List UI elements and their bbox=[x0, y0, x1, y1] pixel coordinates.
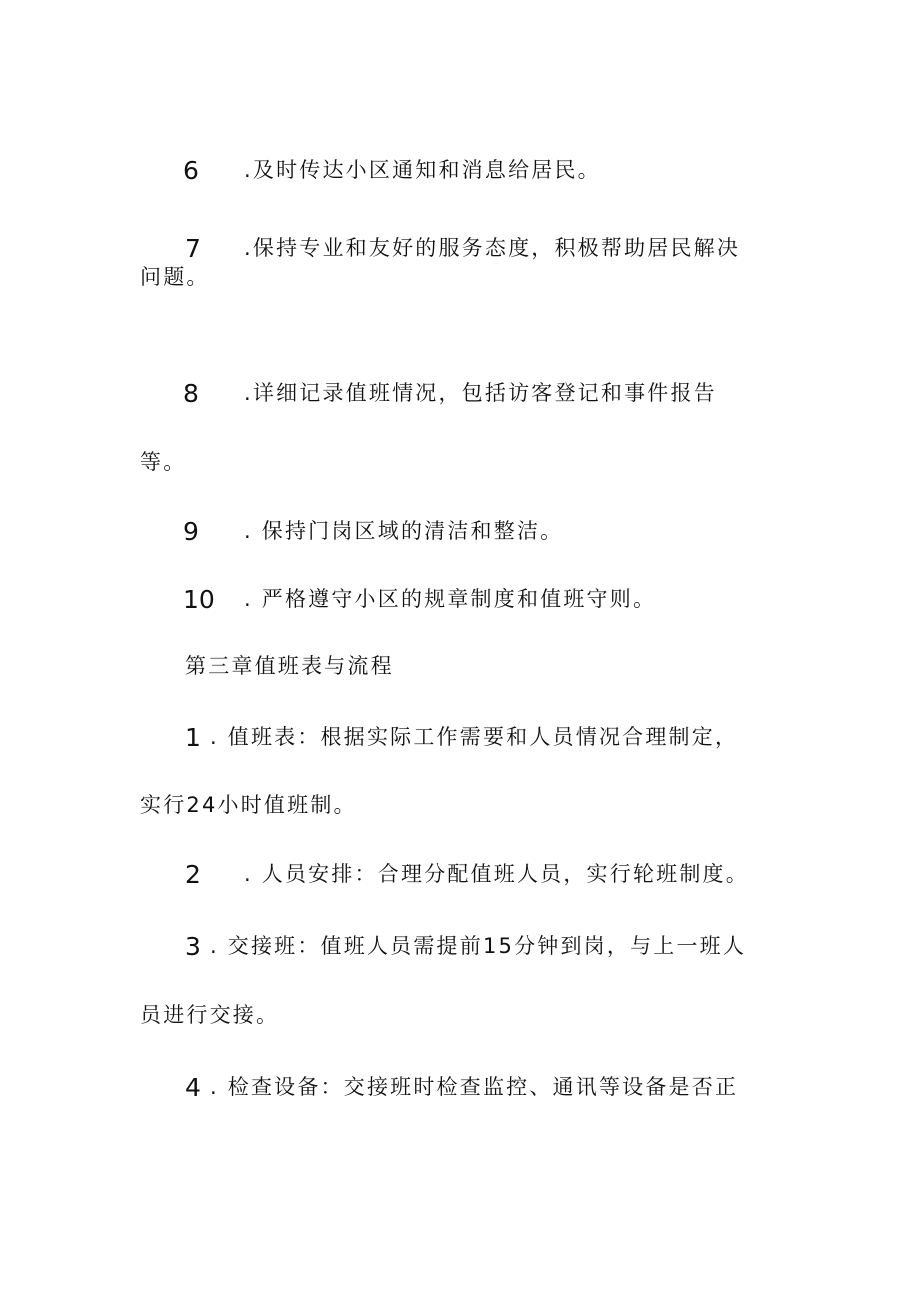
procedure-3-text: . 交接班：值班人员需提前15分钟到岗，与上一班人 bbox=[210, 934, 747, 958]
procedure-1-continuation: 实行24小时值班制。 bbox=[140, 793, 357, 817]
procedure-3-continuation: 员进行交接。 bbox=[140, 1003, 280, 1027]
item-6-text: .及时传达小区通知和消息给居民。 bbox=[244, 158, 601, 182]
procedure-1-text: . 值班表：根据实际工作需要和人员情况合理制定， bbox=[210, 725, 739, 749]
item-8-number: 8 bbox=[183, 379, 199, 408]
procedure-4-number: 4 bbox=[185, 1073, 201, 1102]
item-7-number: 7 bbox=[185, 234, 201, 263]
item-7-text: .保持专业和友好的服务态度，积极帮助居民解决 bbox=[244, 236, 741, 260]
item-9-text: . 保持门岗区域的清洁和整洁。 bbox=[244, 519, 564, 543]
procedure-2-text: . 人员安排：合理分配值班人员，实行轮班制度。 bbox=[244, 862, 749, 886]
item-10-text: . 严格遵守小区的规章制度和值班守则。 bbox=[244, 587, 657, 611]
chapter-title: 第三章值班表与流程 bbox=[185, 654, 394, 678]
item-7-continuation: 问题。 bbox=[140, 265, 210, 289]
item-8-continuation: 等。 bbox=[140, 450, 187, 474]
item-6-number: 6 bbox=[183, 156, 199, 185]
procedure-3-number: 3 bbox=[185, 932, 201, 961]
procedure-4-text: . 检查设备：交接班时检查监控、通讯等设备是否正 bbox=[210, 1075, 739, 1099]
item-9-number: 9 bbox=[183, 517, 199, 546]
item-10-number: 10 bbox=[183, 585, 215, 614]
procedure-1-number: 1 bbox=[185, 723, 201, 752]
item-8-text: .详细记录值班情况，包括访客登记和事件报告 bbox=[244, 381, 717, 405]
procedure-2-number: 2 bbox=[185, 860, 201, 889]
